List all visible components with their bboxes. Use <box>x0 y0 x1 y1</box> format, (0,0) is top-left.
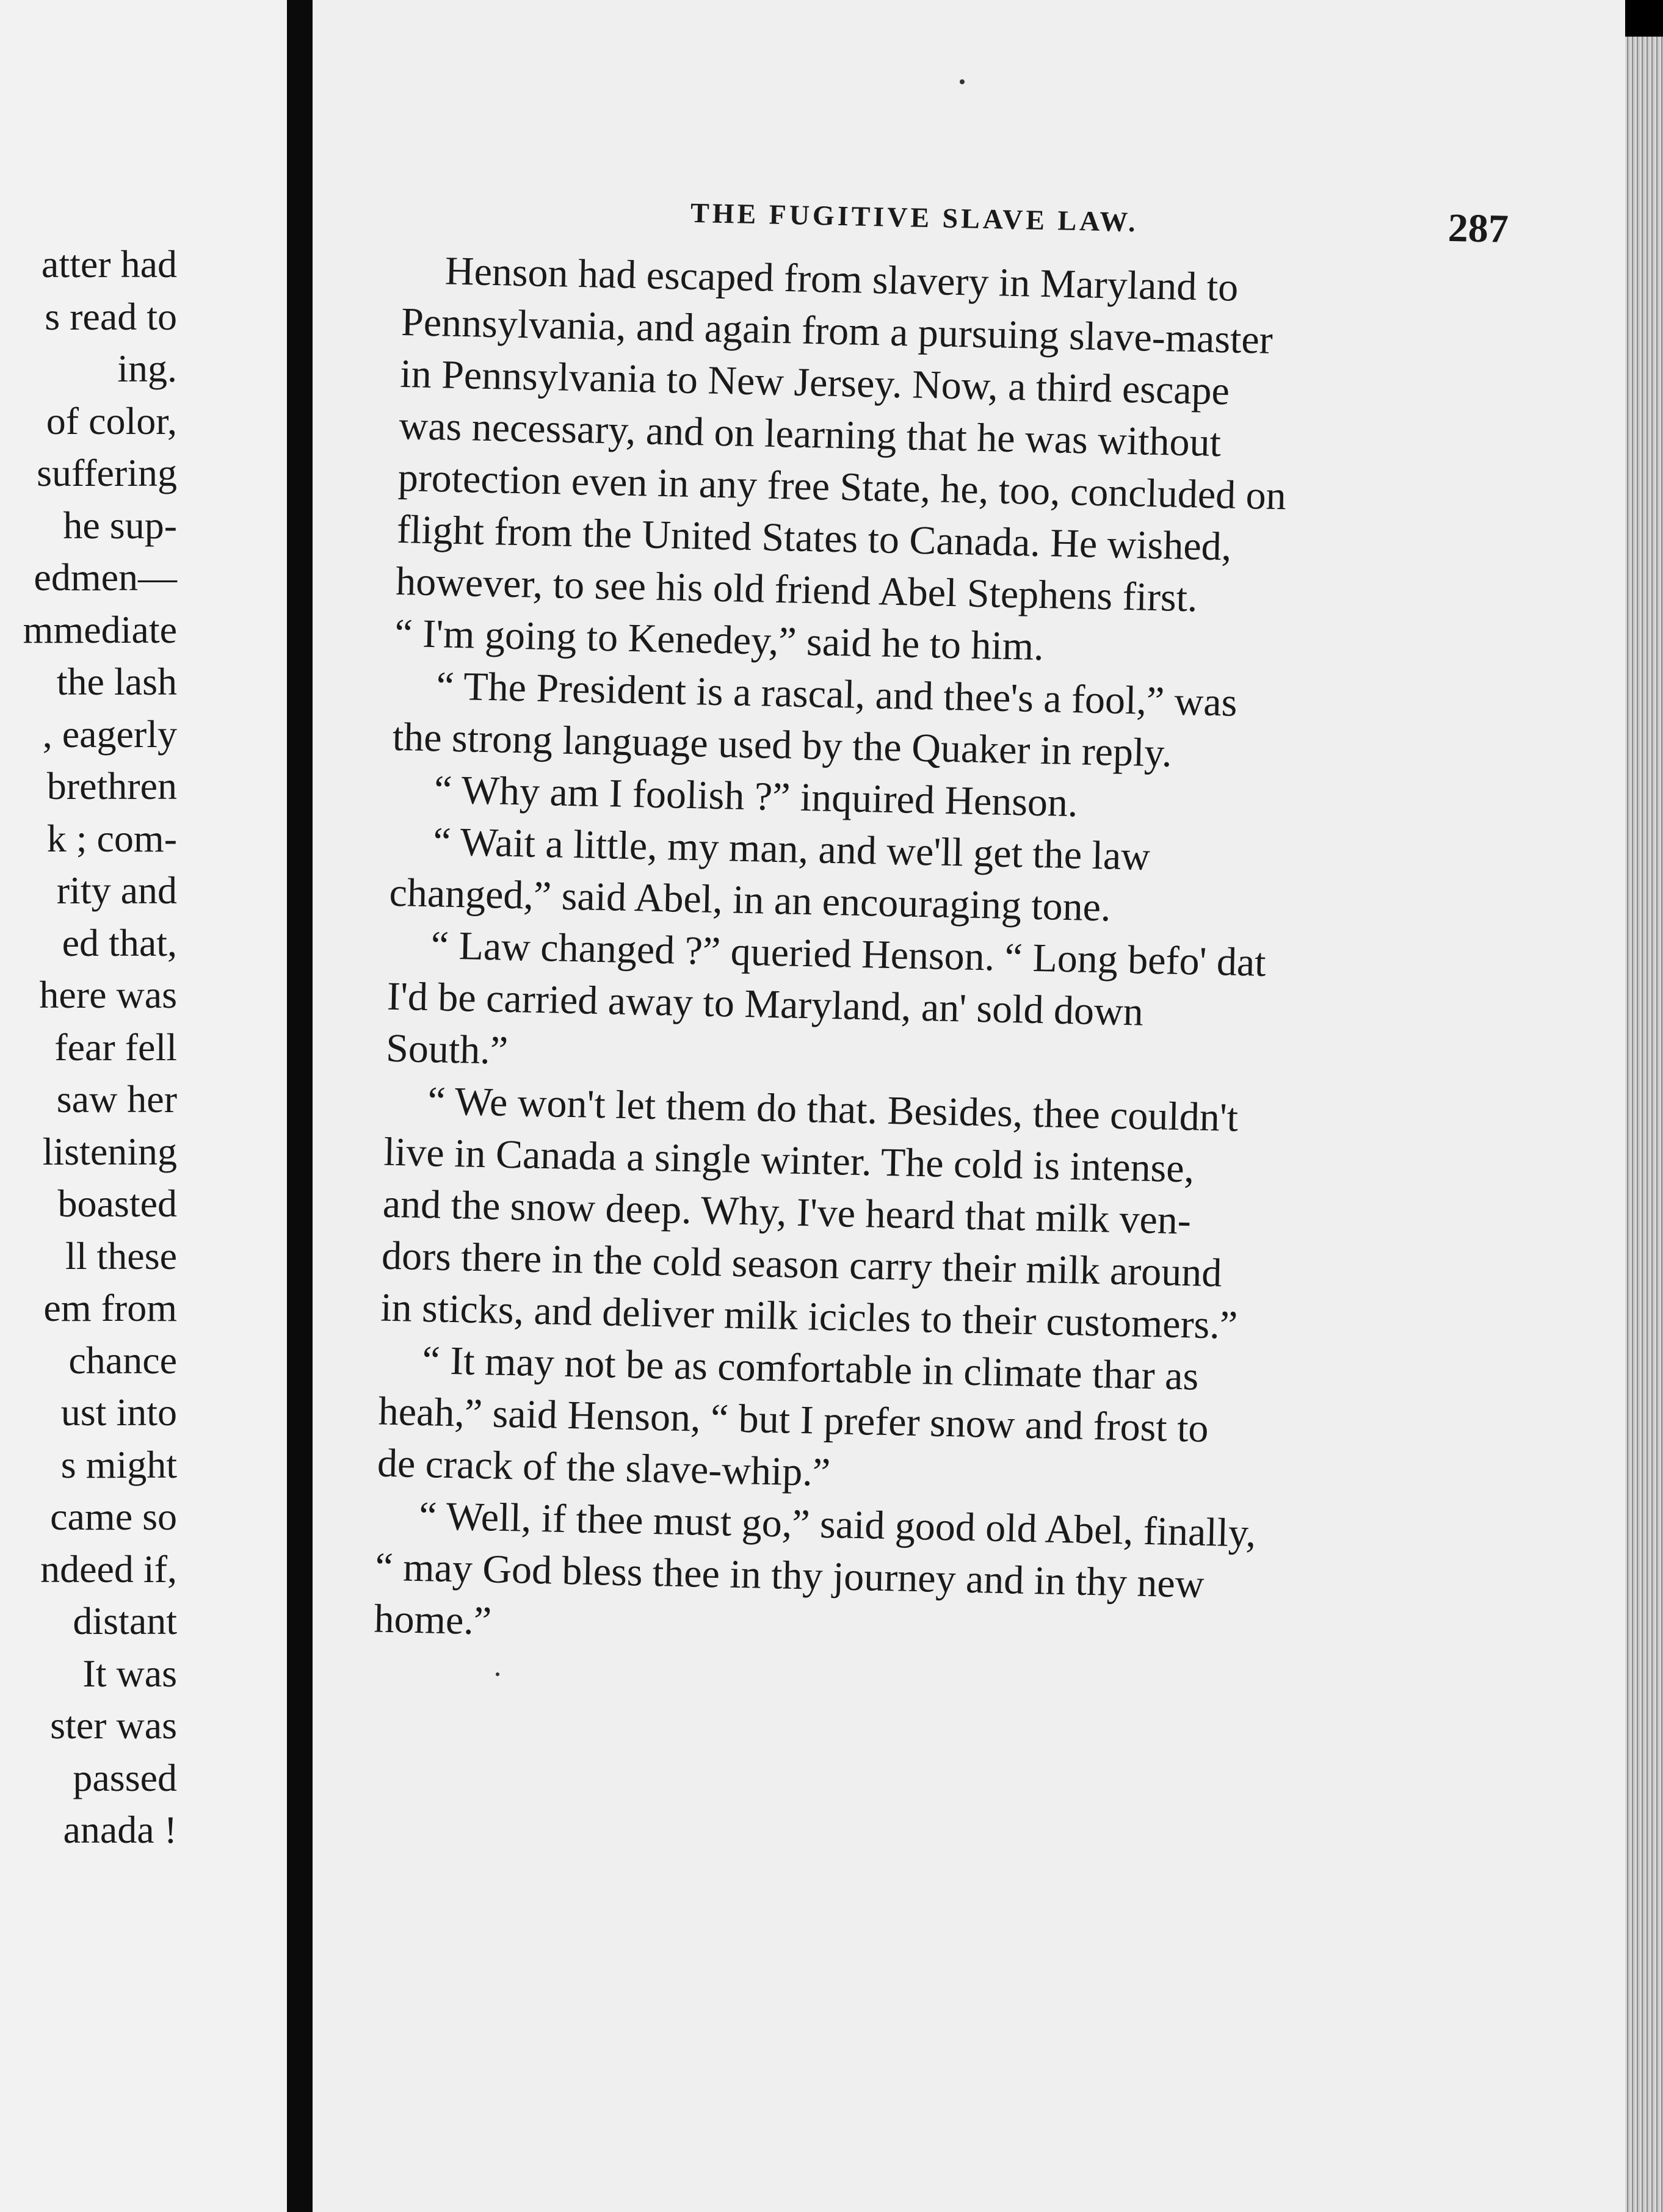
left-page-line: saw her <box>56 1077 177 1121</box>
left-page-line: ster was <box>50 1704 177 1747</box>
page-number: 287 <box>1447 205 1509 251</box>
right-page <box>313 0 1625 2212</box>
text-line: “ Well, if thee must go,” said good old Abel, finally, <box>418 1493 1257 1556</box>
text-line: live in Canada a single winter. The cold is intense, <box>383 1129 1195 1191</box>
text-line: the strong language used by the Quaker in reply. <box>392 714 1173 776</box>
left-page-line: ll these <box>65 1234 177 1278</box>
text-line: South.” <box>385 1025 509 1073</box>
text-line: “ It may not be as comfortable in climate thar as <box>421 1338 1199 1399</box>
text-line: “ Why am I foolish ?” inquired Henson. <box>433 767 1079 826</box>
left-page-line: suffering <box>37 451 177 494</box>
body-text <box>374 244 1508 1668</box>
left-page-line: boasted <box>57 1182 177 1225</box>
running-title: THE FUGITIVE SLAVE LAW. <box>690 197 1139 238</box>
left-page-line: ing. <box>117 347 177 390</box>
paragraph <box>394 244 1508 682</box>
left-page-line: rity and <box>56 869 177 912</box>
text-line: and the snow deep. Why, I've heard that milk ven- <box>382 1181 1192 1243</box>
text-line: de crack of the slave-whip.” <box>377 1440 831 1495</box>
text-line: “ The President is a rascal, and thee's a fool,” was <box>435 663 1238 725</box>
book-gutter <box>287 0 313 2212</box>
left-page-line: distant <box>73 1599 177 1643</box>
text-line: I'd be carried away to Maryland, an' sold down <box>386 974 1144 1035</box>
text-line: however, to see his old friend Abel Stephens first. <box>395 558 1198 621</box>
text-line: home.” <box>373 1596 492 1644</box>
ink-speck <box>496 1672 499 1676</box>
left-page-line: It was <box>82 1651 177 1695</box>
left-page-line: mmediate <box>23 607 177 651</box>
left-page-line: here was <box>39 973 177 1016</box>
left-page-line: em from <box>43 1286 177 1329</box>
left-page-line: he sup- <box>63 503 177 547</box>
text-line: “ We won't let them do that. Besides, thee couldn't <box>427 1079 1239 1140</box>
page-content <box>374 183 1509 1668</box>
left-page-line: s might <box>60 1442 177 1486</box>
left-page-text <box>0 238 177 1856</box>
text-line: Pennsylvania, and again from a pursuing slave-master <box>400 299 1274 363</box>
page-edges <box>1625 37 1663 2212</box>
paragraph <box>380 1074 1491 1357</box>
paragraph <box>377 1334 1485 1513</box>
left-page-line: s read to <box>45 294 177 338</box>
left-page-line: atter had <box>41 242 177 286</box>
left-page-line: edmen— <box>34 555 177 599</box>
left-page-line: , eagerly <box>42 712 177 756</box>
text-line: heah,” said Henson, “ but I prefer snow and frost to <box>378 1389 1209 1451</box>
left-page-line: fear fell <box>54 1025 177 1069</box>
left-page-line: brethren <box>46 764 177 808</box>
left-page-line: k ; com- <box>46 816 177 860</box>
left-page-line: the lash <box>56 660 177 703</box>
text-line: “ I'm going to Kenedey,” said he to him. <box>394 610 1045 670</box>
left-page-line: ust into <box>60 1390 177 1434</box>
left-page-line: listening <box>42 1129 177 1173</box>
ink-speck <box>960 79 965 84</box>
left-page-line: came so <box>50 1495 177 1538</box>
left-page-line: of color, <box>46 399 177 443</box>
text-line: in Pennsylvania to New Jersey. Now, a third escape <box>399 351 1230 414</box>
left-page-fragment <box>0 0 287 2212</box>
text-line: dors there in the cold season carry their milk around <box>381 1233 1223 1296</box>
text-line: “ Wait a little, my man, and we'll get the law <box>432 819 1151 879</box>
left-page-line: ndeed if, <box>40 1547 177 1591</box>
left-page-line: chance <box>68 1338 177 1382</box>
text-line: protection even in any free State, he, too, concluded on <box>397 455 1287 519</box>
left-page-line: passed <box>73 1755 177 1799</box>
text-line: Henson had escaped from slavery in Maryland to <box>444 248 1239 310</box>
text-line: “ may God bless thee in thy journey and in thy new <box>374 1544 1205 1607</box>
text-line: in sticks, and deliver milk icicles to their customers.” <box>380 1285 1238 1348</box>
left-page-line: ed that, <box>62 920 177 964</box>
text-line: changed,” said Abel, in an encouraging tone. <box>388 870 1112 930</box>
paragraph <box>374 1489 1482 1668</box>
paragraph <box>385 919 1493 1097</box>
text-line: was necessary, and on learning that he was without <box>398 403 1222 466</box>
text-line: “ Law changed ?” queried Henson. “ Long befo' dat <box>430 923 1267 985</box>
left-page-line: anada ! <box>63 1808 177 1851</box>
text-line: flight from the United States to Canada. He wished, <box>396 507 1232 569</box>
